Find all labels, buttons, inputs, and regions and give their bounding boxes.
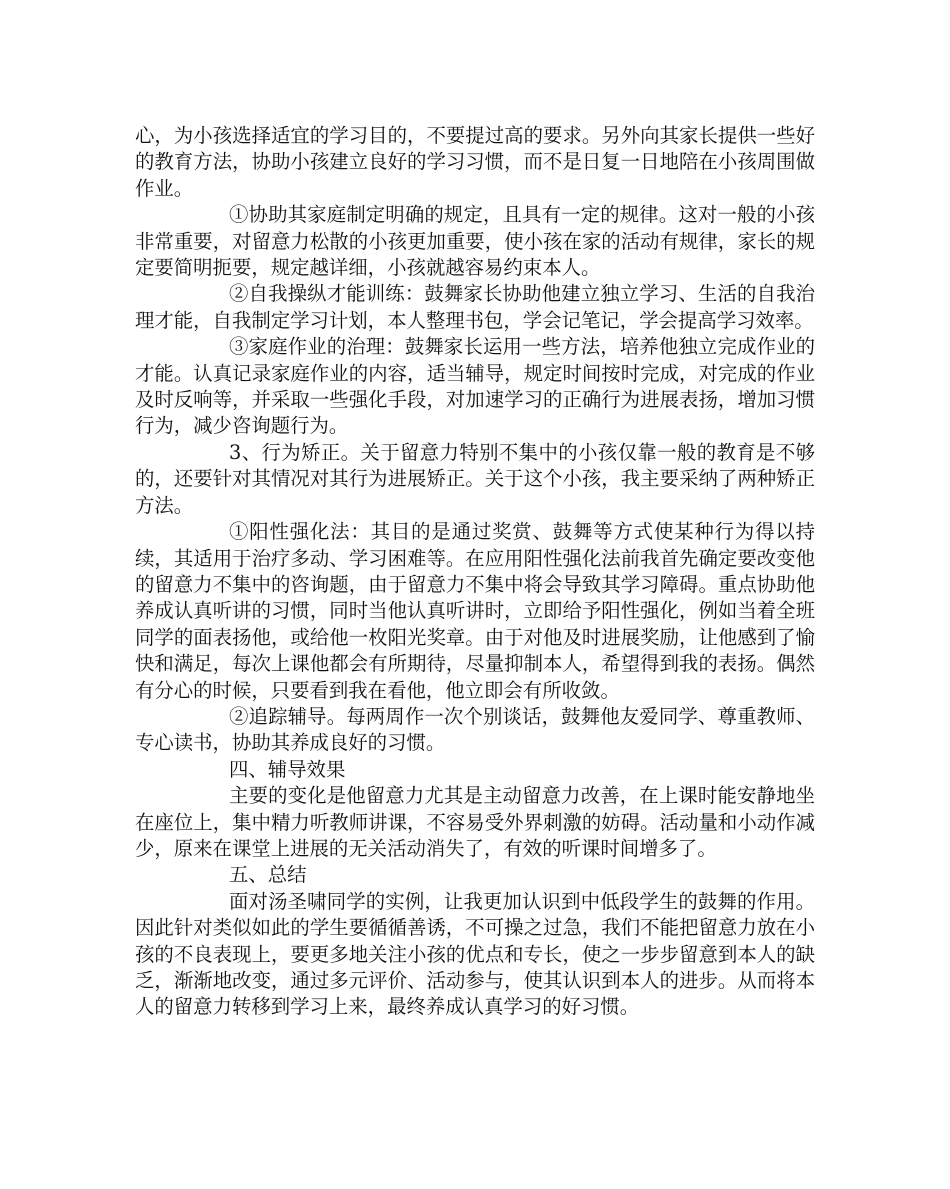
paragraph-5: 3、行为矫正。关于留意力特别不集中的小孩仅靠一般的教育是不够的，还要针对其情况对其行为进展矫正。关于这个小孩，我主要采纳了两种矫正方法。 (135, 440, 815, 517)
section-heading-5: 五、总结 (229, 863, 307, 887)
paragraph-6: ①阳性强化法：其目的是通过奖赏、鼓舞等方式使某种行为得以持续，其适用于治疗多动、学习困难等。在应用阳性强化法前我首先确定要改变他的留意力不集中的咨询题，由于留意力不集中将会导致其学习障碍。重点协助他养成认真听讲的习惯，同时当他认真听讲时，立即给予阳性强化，例如当着全班同学的面表扬他，或给他一枚阳光奖章。由于对他及时进展奖励，让他感到了愉快和满足，每次上课他都会有所期待，尽量抑制本人，希望得到我的表扬。偶然有分心的时候，只要看到我在看他，他立即会有所收敛。 (135, 520, 815, 702)
paragraph-3: ②自我操纵才能训练：鼓舞家长协助他建立独立学习、生活的自我治理才能，自我制定学习计划，本人整理书包，学会记笔记，学会提高学习效率。 (135, 282, 815, 332)
paragraph-4: ③家庭作业的治理：鼓舞家长运用一些方法，培养他独立完成作业的才能。认真记录家庭作业的内容，适当辅导，规定时间按时完成，对完成的作业及时反响等，并采取一些强化手段，对加速学习的正确行为进展表扬，增加习惯行为，减少咨询题行为。 (135, 335, 815, 438)
paragraph-7: ②追踪辅导。每两周作一次个别谈话，鼓舞他友爱同学、尊重教师、专心读书，协助其养成良好的习惯。 (135, 704, 815, 755)
paragraph-11: 面对汤圣啸同学的实例，让我更加认识到中低段学生的鼓舞的作用。因此针对类似如此的学生要循循善诱，不可操之过急，我们不能把留意力放在小孩的不良表现上，要更多地关注小孩的优点和专长，使之一步步留意到本人的缺乏，渐渐地改变，通过多元评价、活动参与，使其认识到本人的进步。从而将本人的留意力转移到学习上来，最终养成认真学习的好习惯。 (135, 889, 815, 1019)
paragraph-1: 心，为小孩选择适宜的学习目的，不要提过高的要求。另外向其家长提供一些好的教育方法，协助小孩建立良好的学习习惯，而不是日复一日地陪在小孩周围做作业。 (135, 124, 815, 200)
paragraph-9: 主要的变化是他留意力尤其是主动留意力改善，在上课时能安静地坐在座位上，集中精力听教师讲课，不容易受外界刺激的妨碍。活动量和小动作减少，原来在课堂上进展的无关活动消失了，有效的听课时间增多了。 (135, 784, 815, 860)
document-body (135, 123, 815, 1021)
paragraph-2: ①协助其家庭制定明确的规定，且具有一定的规律。这对一般的小孩非常重要，对留意力松散的小孩更加重要，使小孩在家的活动有规律，家长的规定要简明扼要，规定越详细，小孩就越容易约束本人。 (135, 203, 815, 280)
section-heading-4: 四、辅导效果 (229, 757, 346, 781)
